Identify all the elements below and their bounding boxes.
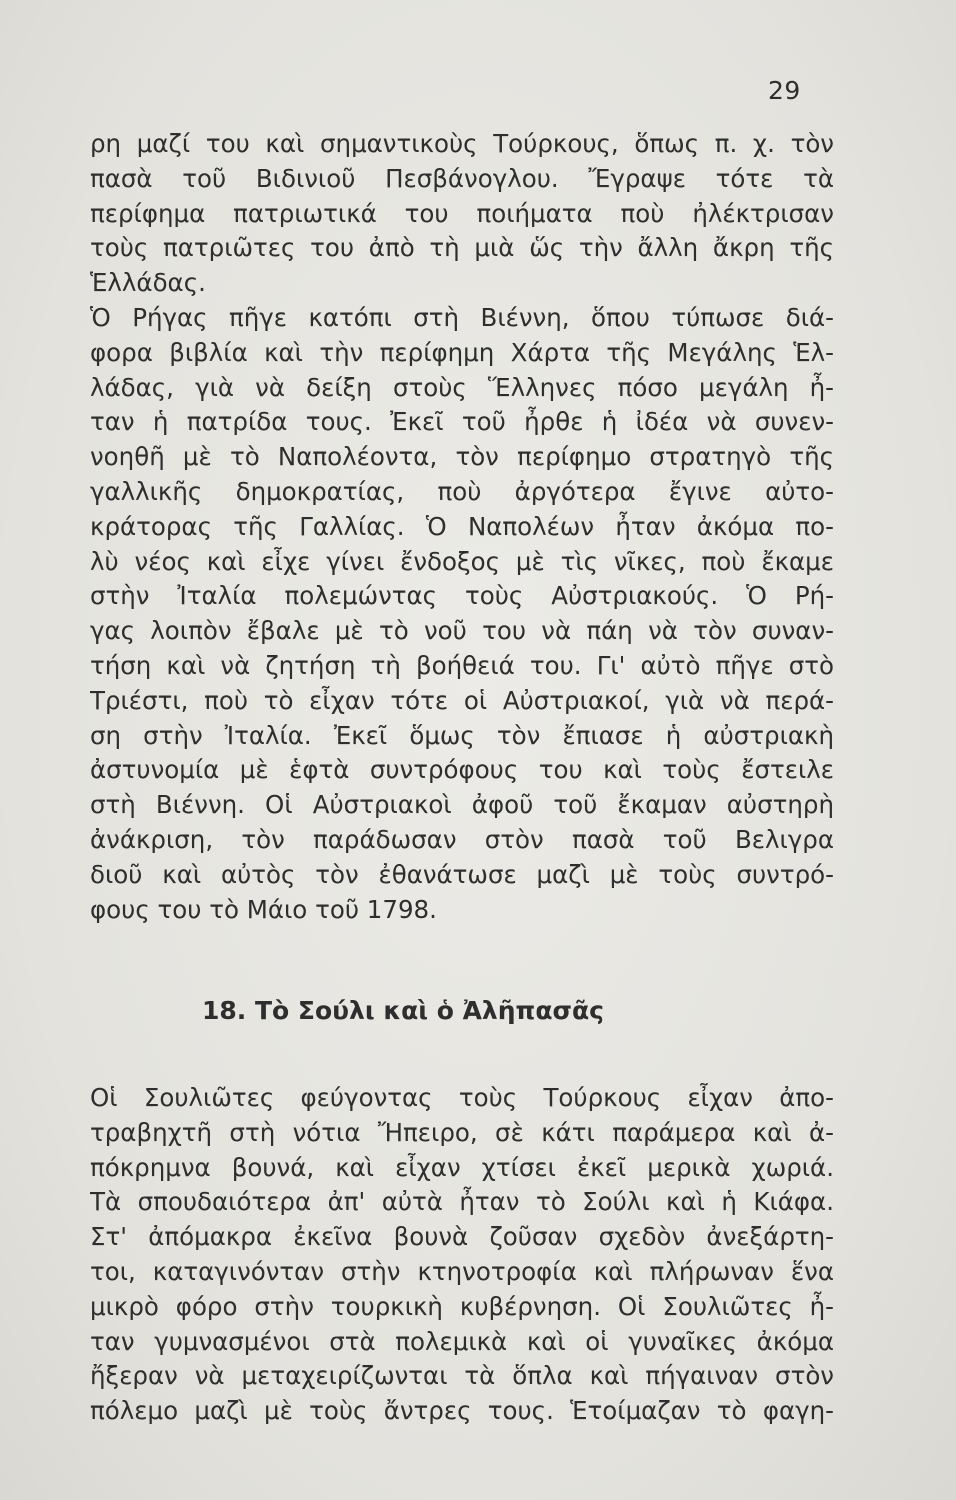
text-line: ἀνάκριση, τὸν παράδωσαν στὸν πασὰ τοῦ Βελιγρα: [90, 824, 834, 854]
page-number: 29: [768, 76, 801, 105]
text-line: τοι, καταγινόνταν στὴν κτηνοτροφία καὶ πλήρωναν ἕνα: [90, 1256, 834, 1286]
text-line: στὴν Ἰταλία πολεμώντας τοὺς Αὐστριακούς. Ὁ Ρή-: [90, 581, 834, 611]
text-line: φορα βιβλία καὶ τὴν περίφημη Χάρτα τῆς Μεγάλης Ἑλ-: [90, 337, 834, 367]
text-line: ταν γυμνασμένοι στὰ πολεμικὰ καὶ οἱ γυναῖκες ἀκόμα: [90, 1326, 834, 1356]
text-line: γας λοιπὸν ἔβαλε μὲ τὸ νοῦ του νὰ πάη νὰ τὸν συναν-: [90, 616, 834, 646]
text-line: λάδας, γιὰ νὰ δείξη στοὺς Ἕλληνες πόσο μεγάλη ἦ-: [90, 372, 834, 402]
text-line: ρη μαζί του καὶ σημαντικοὺς Τούρκους, ὅπως π. χ. τὸν: [90, 129, 834, 158]
paragraph-rigas: [90, 127, 834, 927]
text-line: τοὺς πατριῶτες του ἀπὸ τὴ μιὰ ὥς τὴν ἄλλη ἄκρη τῆς: [90, 233, 834, 263]
text-line: νοηθῆ μὲ τὸ Ναπολέοντα, τὸν περίφημο στρατηγὸ τῆς: [90, 442, 834, 472]
text-line: πασὰ τοῦ Βιδινιοῦ Πεσβάνογλου. Ἔγραψε τότε τὰ: [90, 163, 834, 193]
text-line: πόλεμο μαζὶ μὲ τοὺς ἄντρες τους. Ἑτοίμαζαν τὸ φαγη-: [90, 1396, 834, 1426]
section-heading: 18. Τὸ Σούλι καὶ ὁ Ἀλῆπασᾶς: [202, 996, 604, 1025]
text-line: Ἑλλάδας.: [90, 268, 206, 298]
text-line: περίφημα πατριωτικά του ποιήματα ποὺ ἠλέκτρισαν: [90, 198, 834, 228]
text-line: γαλλικῆς δημοκρατίας, ποὺ ἀργότερα ἔγινε αὐτο-: [90, 476, 834, 506]
text-line: ση στὴν Ἰταλία. Ἐκεῖ ὅμως τὸν ἔπιασε ἡ αὐστριακὴ: [90, 720, 834, 750]
text-line: μικρὸ φόρο στὴν τουρκικὴ κυβέρνηση. Οἱ Σουλιῶτες ἦ-: [90, 1291, 834, 1321]
text-line: ἤξεραν νὰ μεταχειρίζωνται τὰ ὅπλα καὶ πήγαιναν στὸν: [90, 1361, 834, 1391]
text-line: Τριέστι, ποὺ τὸ εἶχαν τότε οἱ Αὐστριακοί, γιὰ νὰ περά-: [90, 685, 834, 715]
text-line: τραβηχτῆ στὴ νότια Ἤπειρο, σὲ κάτι παράμερα καὶ ἀ-: [90, 1117, 834, 1147]
text-line: Τὰ σπουδαιότερα ἀπ' αὐτὰ ἦταν τὸ Σούλι καὶ ἡ Κιάφα.: [90, 1187, 834, 1217]
text-line: φους του τὸ Μάιο τοῦ 1798.: [90, 894, 437, 924]
text-line: Στ' ἀπόμακρα ἐκεῖνα βουνὰ ζοῦσαν σχεδὸν ἀνεξάρτη-: [90, 1222, 834, 1252]
paragraph-souli: [90, 1081, 834, 1429]
text-line: Οἱ Σουλιῶτες φεύγοντας τοὺς Τούρκους εἶχαν ἀπο-: [90, 1083, 834, 1112]
text-line: διοῦ καὶ αὐτὸς τὸν ἐθανάτωσε μαζὶ μὲ τοὺς συντρό-: [90, 859, 834, 889]
text-line: στὴ Βιέννη. Οἱ Αὐστριακοὶ ἀφοῦ τοῦ ἔκαμαν αὐστηρὴ: [90, 790, 834, 820]
text-line: λὺ νέος καὶ εἶχε γίνει ἔνδοξος μὲ τὶς νῖκες, ποὺ ἔκαμε: [90, 546, 834, 576]
text-line: ταν ἡ πατρίδα τους. Ἐκεῖ τοῦ ἦρθε ἡ ἰδέα νὰ συνεν-: [90, 407, 834, 437]
text-line: ἀστυνομία μὲ ἑφτὰ συντρόφους του καὶ τοὺς ἔστειλε: [90, 755, 834, 785]
text-line: κράτορας τῆς Γαλλίας. Ὁ Ναπολέων ἦταν ἀκόμα πο-: [90, 511, 834, 541]
text-line: Ὁ Ρήγας πῆγε κατόπι στὴ Βιέννη, ὅπου τύπωσε διά-: [90, 302, 834, 332]
text-line: τήση καὶ νὰ ζητήση τὴ βοήθειά του. Γι' αὐτὸ πῆγε στὸ: [90, 650, 834, 680]
text-line: πόκρημνα βουνά, καὶ εἶχαν χτίσει ἐκεῖ μερικὰ χωριά.: [90, 1152, 834, 1182]
